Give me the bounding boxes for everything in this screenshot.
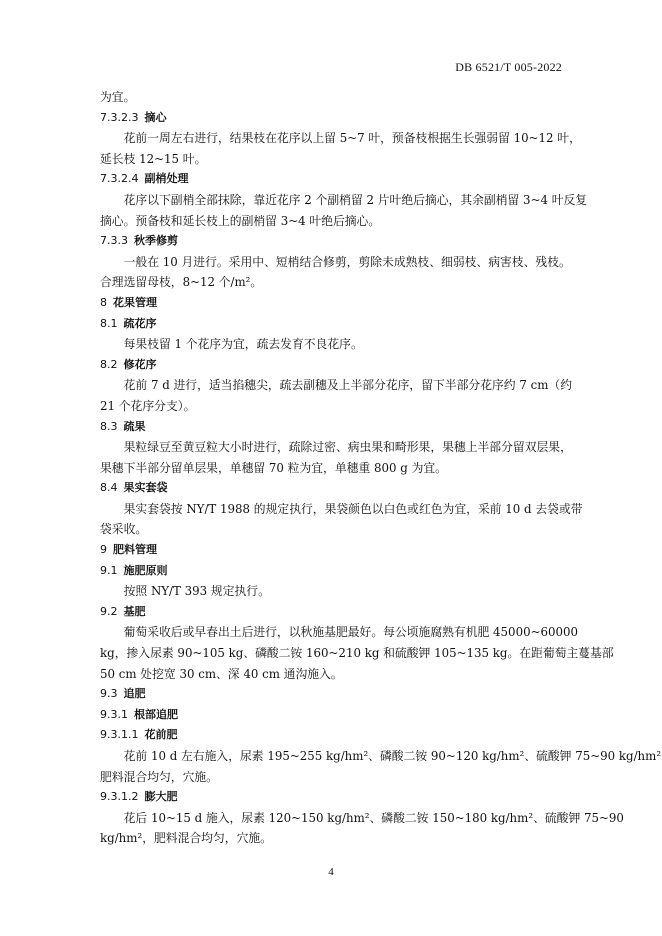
paragraph <box>100 499 583 540</box>
paragraph-line: kg/hm²，肥料混合均匀，穴施。 <box>100 831 272 846</box>
section-number: 9.2 <box>100 604 118 618</box>
section-number: 9.3 <box>100 687 118 701</box>
paragraph <box>100 334 568 355</box>
section-title: 花果管理 <box>113 295 157 309</box>
paragraph-line: 花序以下副梢全部抹除，靠近花序 2 个副梢留 2 片叶绝后摘心，其余副梢留 3~4 叶反复 <box>123 192 588 207</box>
section-heading <box>100 705 568 726</box>
section-heading <box>100 108 568 129</box>
section-title: 秋季修剪 <box>134 234 178 248</box>
paragraph-line: 果粒绿豆至黄豆粒大小时进行，疏除过密、病虫果和畸形果，果穗上半部分留双层果， <box>123 440 572 455</box>
paragraph <box>100 808 624 849</box>
section-heading <box>100 231 568 252</box>
paragraph <box>100 128 581 169</box>
section-number: 8 <box>100 295 107 309</box>
paragraph-line: 每果枝留 1 个花序为宜，疏去发育不良花序。 <box>123 337 363 352</box>
document-code: DB 6521/T 005-2022 <box>455 60 562 74</box>
section-heading <box>100 787 568 808</box>
page-number: 4 <box>328 866 334 878</box>
section-title: 根部追肥 <box>134 707 178 721</box>
paragraph <box>100 437 572 478</box>
section-heading <box>100 293 568 314</box>
section-number: 9.3.1.2 <box>100 790 139 804</box>
section-title: 施肥原则 <box>123 563 168 577</box>
paragraph-line: 花后 10~15 d 施入，尿素 120~150 kg/hm²、磷酸二铵 150~180 kg/hm²、硫酸钾 75~90 <box>123 810 624 825</box>
section-number: 7.3.3 <box>100 234 128 248</box>
paragraph <box>100 190 588 231</box>
section-heading <box>100 355 568 376</box>
paragraph-line: kg，掺入尿素 90~105 kg、磷酸二铵 160~210 kg 和硫酸钾 105~135 kg。在距葡萄主蔓基部 <box>100 646 614 661</box>
paragraph-line: 按照 NY/T 393 规定执行。 <box>123 584 270 599</box>
section-number: 8.2 <box>100 357 118 371</box>
section-title: 副梢处理 <box>144 172 189 186</box>
paragraph <box>100 746 662 787</box>
section-number: 9 <box>100 543 107 557</box>
paragraph-line: 肥料混合均匀，穴施。 <box>100 769 218 784</box>
section-heading <box>100 725 568 746</box>
section-heading <box>100 169 568 190</box>
section-title: 膨大肥 <box>144 790 178 804</box>
section-title: 花前肥 <box>144 728 178 742</box>
section-heading <box>100 314 568 335</box>
paragraph <box>100 581 568 602</box>
section-number: 9.1 <box>100 563 118 577</box>
paragraph-line: 果实套袋按 NY/T 1988 的规定执行，果袋颜色以白色或红色为宜，采前 10 d 去袋或带 <box>123 501 583 516</box>
section-number: 7.3.2.3 <box>100 110 139 124</box>
paragraph <box>100 252 571 293</box>
paragraph-line: 合理选留母枝，8~12 个/m²。 <box>100 275 263 290</box>
section-title: 摘心 <box>144 110 167 124</box>
paragraph-line: 葡萄采收后或早春出土后进行，以秋施基肥最好。每公顷施腐熟有机肥 45000~60000 <box>123 625 578 640</box>
section-title: 修花序 <box>123 357 157 371</box>
section-number: 8.4 <box>100 481 118 495</box>
section-number: 8.3 <box>100 419 118 433</box>
section-number: 9.3.1.1 <box>100 728 139 742</box>
section-title: 疏花序 <box>123 316 157 330</box>
paragraph-line: 延长枝 12~15 叶。 <box>100 151 207 166</box>
paragraph <box>100 375 572 416</box>
section-number: 9.3.1 <box>100 707 128 721</box>
paragraph-line: 一般在 10 月进行。采用中、短梢结合修剪，剪除未成熟枝、细弱枝、病害枝、残枝。 <box>123 254 571 269</box>
section-number: 7.3.2.4 <box>100 172 139 186</box>
paragraph-line: 花前 10 d 左右施入，尿素 195~255 kg/hm²、磷酸二铵 90~120 kg/hm²、硫酸钾 75~90 kg/hm² <box>123 749 662 763</box>
section-heading <box>100 540 568 561</box>
section-title: 果实套袋 <box>123 481 168 495</box>
paragraph-line: 袋采收。 <box>100 522 148 537</box>
paragraph-line: 为宜。 <box>100 90 136 104</box>
text-line <box>100 87 568 108</box>
section-heading <box>100 602 568 623</box>
section-heading <box>100 478 568 499</box>
section-title: 肥料管理 <box>113 543 157 557</box>
paragraph-line: 花前 7 d 进行，适当掐穗尖，疏去副穗及上半部分花序，留下半部分花序约 7 cm（约 <box>123 378 572 393</box>
paragraph-line: 50 cm 处挖宽 30 cm、深 40 cm 通沟施入。 <box>100 666 343 681</box>
paragraph-line: 果穗下半部分留单层果，单穗留 70 粒为宜，单穗重 800 g 为宜。 <box>100 460 447 475</box>
section-title: 疏果 <box>123 419 146 433</box>
section-heading <box>100 561 568 582</box>
section-heading <box>100 417 568 438</box>
document-body <box>100 87 662 849</box>
section-title: 基肥 <box>123 604 146 618</box>
section-number: 8.1 <box>100 316 118 330</box>
section-heading <box>100 684 568 705</box>
paragraph-line: 21 个花序分支）。 <box>100 398 196 413</box>
paragraph <box>100 622 614 684</box>
paragraph-line: 摘心。预备枝和延长枝上的副梢留 3~4 叶绝后摘心。 <box>100 213 381 228</box>
paragraph-line: 花前一周左右进行，结果枝在花序以上留 5~7 叶，预备枝根据生长强弱留 10~12 叶， <box>123 131 581 146</box>
section-title: 追肥 <box>123 687 146 701</box>
